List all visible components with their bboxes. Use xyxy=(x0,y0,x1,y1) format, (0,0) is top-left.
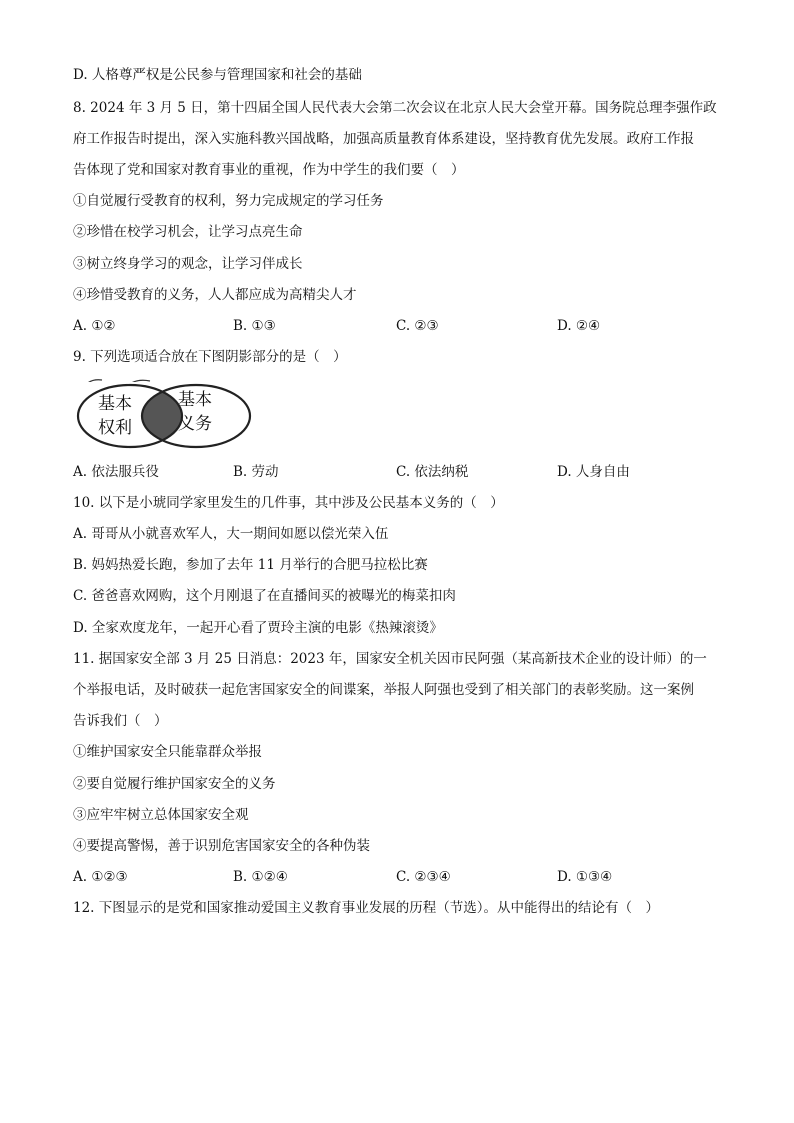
q9-option-c: C. 依法纳税 xyxy=(396,464,469,480)
venn-left-label-2: 权利 xyxy=(98,418,132,438)
q11-statement-2: ②要自觉履行维护国家安全的义务 xyxy=(73,776,276,792)
q11-statement-1: ①维护国家安全只能靠群众举报 xyxy=(73,744,262,760)
q10-stem: 10. 以下是小琥同学家里发生的几件事，其中涉及公民基本义务的（ ） xyxy=(73,495,504,511)
q11-option-c: C. ②③④ xyxy=(396,869,451,885)
q10-option-b: B. 妈妈热爱长跑，参加了去年 11 月举行的合肥马拉松比赛 xyxy=(73,557,428,573)
q10-option-d: D. 全家欢度龙年，一起开心看了贾玲主演的电影《热辣滚烫》 xyxy=(73,620,443,636)
venn-right-label-1: 基本 xyxy=(178,390,212,410)
q9-stem: 9. 下列选项适合放在下图阴影部分的是（ ） xyxy=(73,349,347,365)
q12-stem: 12. 下图显示的是党和国家推动爱国主义教育事业发展的历程（节选）。从中能得出的结论有（ ） xyxy=(73,900,660,916)
q9-option-a: A. 依法服兵役 xyxy=(73,464,159,480)
q11-statement-3: ③应牢牢树立总体国家安全观 xyxy=(73,807,249,823)
q11-option-b: B. ①②④ xyxy=(233,869,288,885)
q11-stem-line-2: 个举报电话，及时破获一起危害国家安全的间谍案，举报人阿强也受到了相关部门的表彰奖励。这一案例 xyxy=(73,682,694,698)
q10-option-a: A. 哥哥从小就喜欢军人，大一期间如愿以偿光荣入伍 xyxy=(73,526,389,542)
q8-statement-1: ①自觉履行受教育的权利，努力完成规定的学习任务 xyxy=(73,193,384,209)
q8-option-a: A. ①② xyxy=(73,318,116,334)
q8-statement-3: ③树立终身学习的观念，让学习伴成长 xyxy=(73,256,303,272)
q8-option-c: C. ②③ xyxy=(396,318,439,334)
q11-option-a: A. ①②③ xyxy=(73,869,128,885)
q8-stem-line-1: 8. 2024 年 3 月 5 日，第十四届全国人民代表大会第二次会议在北京人民大会堂开幕。国务院总理李强作政 xyxy=(73,100,717,116)
venn-left-label-1: 基本 xyxy=(98,394,132,414)
q8-option-d: D. ②④ xyxy=(557,318,601,334)
q9-option-d: D. 人身自由 xyxy=(557,464,630,480)
venn-diagram xyxy=(72,381,254,451)
q8-statement-2: ②珍惜在校学习机会，让学习点亮生命 xyxy=(73,224,303,240)
q11-stem-line-3: 告诉我们（ ） xyxy=(73,713,168,729)
q11-statement-4: ④要提高警惕，善于识别危害国家安全的各种伪装 xyxy=(73,838,370,854)
venn-right-label-2: 义务 xyxy=(178,414,212,434)
q8-statement-4: ④珍惜受教育的义务，人人都应成为高精尖人才 xyxy=(73,287,357,303)
q11-option-d: D. ①③④ xyxy=(557,869,613,885)
q9-option-b: B. 劳动 xyxy=(233,464,279,480)
q8-option-b: B. ①③ xyxy=(233,318,276,334)
q10-option-c: C. 爸爸喜欢网购，这个月刚退了在直播间买的被曝光的梅菜扣肉 xyxy=(73,588,456,604)
q8-stem-line-2: 府工作报告时提出，深入实施科教兴国战略，加强高质量教育体系建设，坚持教育优先发展。政府工作报 xyxy=(73,131,694,147)
q8-stem-line-3: 告体现了党和国家对教育事业的重视，作为中学生的我们要（ ） xyxy=(73,162,465,178)
q7-option-d: D. 人格尊严权是公民参与管理国家和社会的基础 xyxy=(73,67,362,83)
q11-stem-line-1: 11. 据国家安全部 3 月 25 日消息：2023 年，国家安全机关因市民阿强（某高新技术企业的设计师）的一 xyxy=(73,651,707,667)
